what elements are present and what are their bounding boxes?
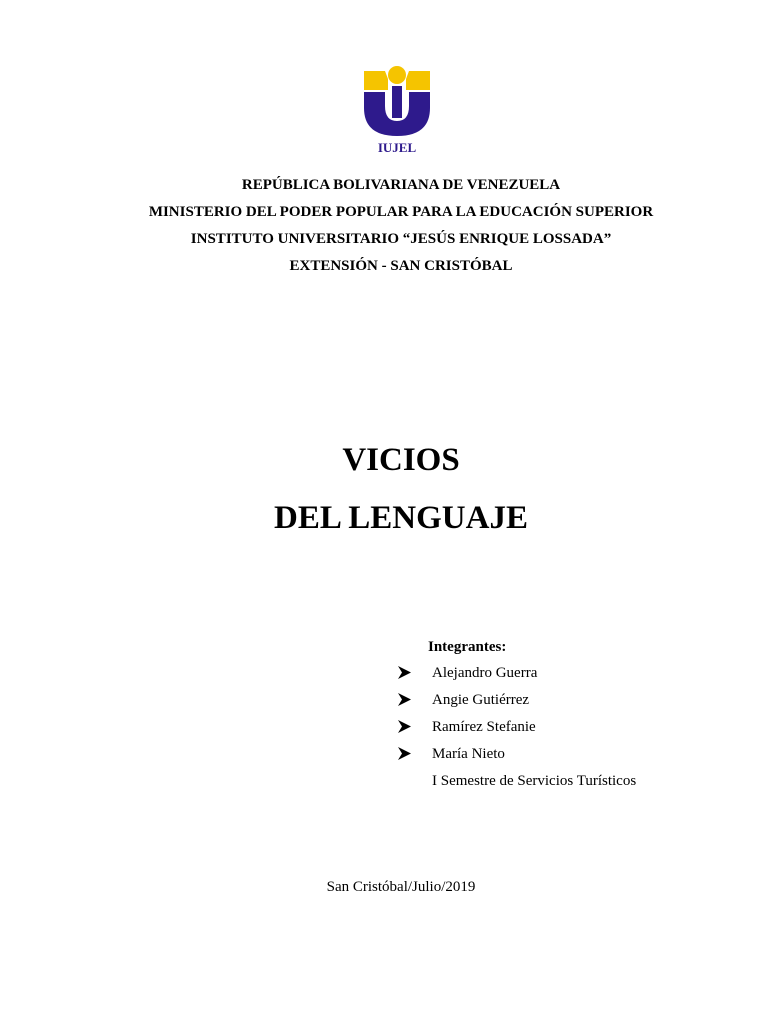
- arrowhead-bullet-icon: [398, 720, 411, 733]
- list-item: [398, 689, 537, 716]
- header-line-country: REPÚBLICA BOLIVARIANA DE VENEZUELA: [241, 177, 561, 193]
- list-item: [398, 662, 537, 689]
- member-name: Ramírez Stefanie: [432, 719, 536, 735]
- arrowhead-bullet-icon: [398, 693, 411, 706]
- place-date: San Cristóbal/Julio/2019: [326, 879, 476, 895]
- members-label: Integrantes:: [428, 639, 507, 655]
- member-list: [398, 662, 537, 770]
- arrowhead-bullet-icon: [398, 747, 411, 760]
- document-title-line-1: VICIOS: [342, 442, 460, 478]
- member-name: Angie Gutiérrez: [432, 692, 530, 708]
- list-item: [398, 716, 537, 743]
- list-item: [398, 743, 537, 770]
- member-name: Alejandro Guerra: [432, 665, 538, 681]
- arrowhead-bullet-icon: [398, 666, 411, 679]
- header-line-institute: INSTITUTO UNIVERSITARIO “JESÚS ENRIQUE LOSSADA”: [190, 231, 612, 247]
- institution-header: [0, 172, 768, 280]
- header-line-extension: EXTENSIÓN - SAN CRISTÓBAL: [289, 258, 513, 274]
- document-title-line-2: DEL LENGUAJE: [274, 500, 528, 536]
- logo-text: IUJEL: [377, 140, 417, 155]
- member-name: María Nieto: [432, 746, 505, 762]
- iujel-logo: [361, 66, 433, 156]
- header-line-ministry: MINISTERIO DEL PODER POPULAR PARA LA EDUCACIÓN SUPERIOR: [148, 204, 654, 220]
- semester-label: I Semestre de Servicios Turísticos: [432, 773, 637, 789]
